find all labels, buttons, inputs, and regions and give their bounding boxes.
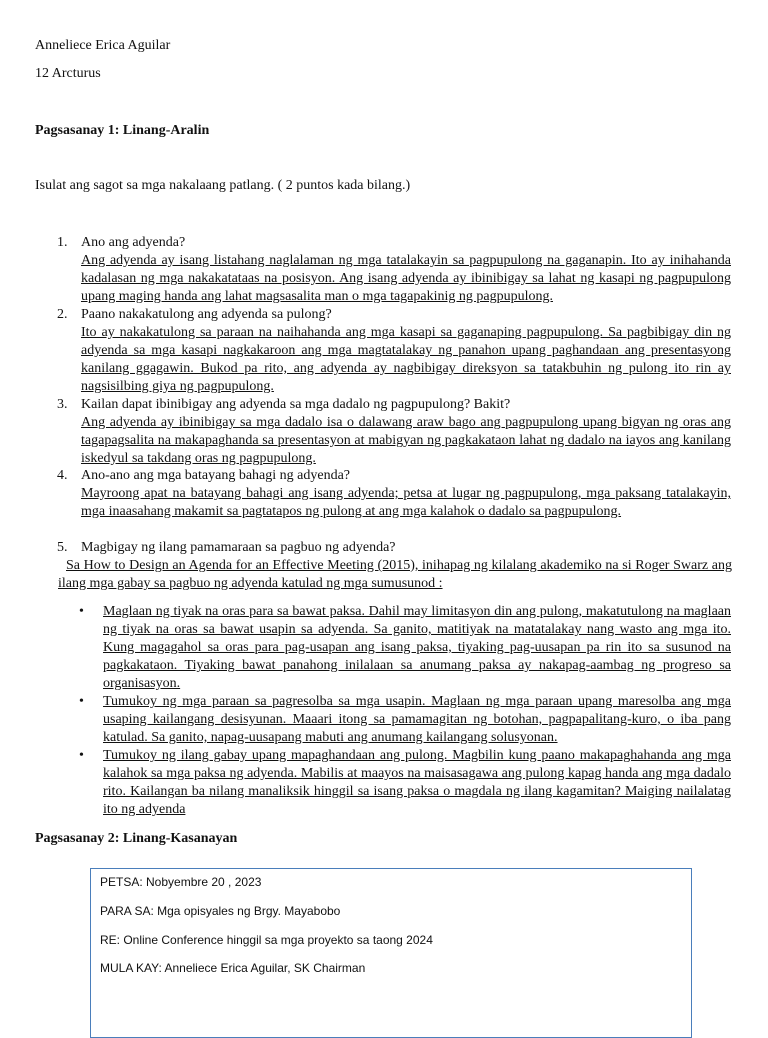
item-question: Paano nakakatulong ang adyenda sa pulong? xyxy=(81,307,332,322)
item-number: 2. xyxy=(57,307,68,322)
exercise1-title: Pagsasanay 1: Linang-Aralin xyxy=(35,123,210,138)
item-answer: Sa How to Design an Agenda for an Effective Meeting (2015), inihapag ng kilalang akademiko na si Roger Swarz ang ilang mga gabay sa pagbuo ng adyenda katulad ng mga sumusunod : xyxy=(58,558,732,591)
exercise1-instruction: Isulat ang sagot sa mga nakalaang patlang. ( 2 puntos kada bilang.) xyxy=(35,178,411,193)
item-question: Ano-ano ang mga batayang bahagi ng adyenda? xyxy=(81,468,351,483)
item-answer: Ang adyenda ay ibinibigay sa mga dadalo isa o dalawang araw bago ang pagpupulong upang bigyan ng oras ang tagapagsalita na makapaghanda sa presentasyon at mabigyan ng pagkakataon lahat ng dadalo na iayos ang kanilang iskedyul sa takdang oras ng pagpupulong. xyxy=(81,415,731,466)
item-number: 4. xyxy=(57,468,68,483)
list-item: Tumukoy ng ilang gabay upang mapaghandaan ang pulong. Magbilin kung paano makapaghahanda ang mga kalahok sa mga paksa ng adyenda. Mabilis at maayos na maisasagawa ang pulong kapag handa ang mga dadalo rito. Kailangan ba nilang manaliksik hinggil sa isang paksa o magdala ng ilang kagamitan? Maiging nailalatag ito ng adyenda xyxy=(103,748,731,817)
memo-para-sa: PARA SA: Mga opisyales ng Brgy. Mayabobo xyxy=(100,904,341,918)
student-section: 12 Arcturus xyxy=(35,66,101,81)
student-name: Anneliece Erica Aguilar xyxy=(35,38,171,53)
item-answer: Ang adyenda ay isang listahang naglalaman ng mga tatalakayin sa pagpupulong na gaganapin. Ito ay inihahanda kadalasan ng mga nakakatataas na posisyon. Ang isang adyenda ay ibinibigay sa lahat ng kasapi ng pagpupulong upang maging handa ang lahat magsasalita man o mga tagapakinig ng pagpupulong. xyxy=(81,253,731,304)
memo-petsa: PETSA: Nobyembre 20 , 2023 xyxy=(100,875,262,889)
bullet-icon: • xyxy=(79,694,84,709)
item-number: 1. xyxy=(57,235,68,250)
bullet-icon: • xyxy=(79,604,84,619)
bullet-icon: • xyxy=(79,748,84,763)
exercise2-title: Pagsasanay 2: Linang-Kasanayan xyxy=(35,831,238,846)
item-answer: Ito ay nakakatulong sa paraan na naihahanda ang mga kasapi sa gaganaping pagpupulong. Sa pagbibigay din ng adyenda sa mga kasapi nagkakaroon ang mga magtatalakay ng panahon upang paghandaan ang presentasyong kanilang ggagawin. Bukod pa rito, ang adyenda ay nagbibigay direksyon sa tatakbuhin ng pulong ito rin ay nagsisilbing giya ng pagpupulong. xyxy=(81,325,731,394)
item-answer: Mayroong apat na batayang bahagi ang isang adyenda; petsa at lugar ng pagpupulong, mga paksang tatalakayin, mga inaasahang makamit sa pagtatapos ng pulong at ang mga kalahok o dadalo sa pagpupulong. xyxy=(81,486,731,519)
list-item: Tumukoy ng mga paraan sa pagresolba sa mga usapin. Maglaan ng mga paraan upang maresolba ang mga usaping kailangang desisyunan. Maaari itong sa pamamagitan ng botohan, pagpapalitang-kuro, o iba pang katulad. Sa ganito, napag-uusapang mabuti ang anumang kailangang solusyonan. xyxy=(103,694,731,745)
memo-re: RE: Online Conference hinggil sa mga proyekto sa taong 2024 xyxy=(100,933,433,947)
item-question: Kailan dapat ibinibigay ang adyenda sa mga dadalo ng pagpupulong? Bakit? xyxy=(81,397,511,412)
item-question: Magbigay ng ilang pamamaraan sa pagbuo ng adyenda? xyxy=(81,540,396,555)
item-number: 5. xyxy=(57,540,68,555)
item-number: 3. xyxy=(57,397,68,412)
memo-mula-kay: MULA KAY: Anneliece Erica Aguilar, SK Chairman xyxy=(100,961,366,975)
list-item: Maglaan ng tiyak na oras para sa bawat paksa. Dahil may limitasyon din ang pulong, makatutulong na maglaan ng tiyak na oras sa bawat usapin sa adyenda. Sa ganito, matitiyak na matatalakay nang wasto ang mga ito. Kung magagahol sa oras para pag-usapan ang isang paksa, tiyaking pag-uusapan pa rin ito sa susunod na pagkakataon. Tiyaking bawat panahong inilalaan sa anumang paksa ay nakapag-aambag ng progreso sa organisasyon. xyxy=(103,604,731,691)
item-question: Ano ang adyenda? xyxy=(81,235,186,250)
memo-box xyxy=(90,868,692,1038)
